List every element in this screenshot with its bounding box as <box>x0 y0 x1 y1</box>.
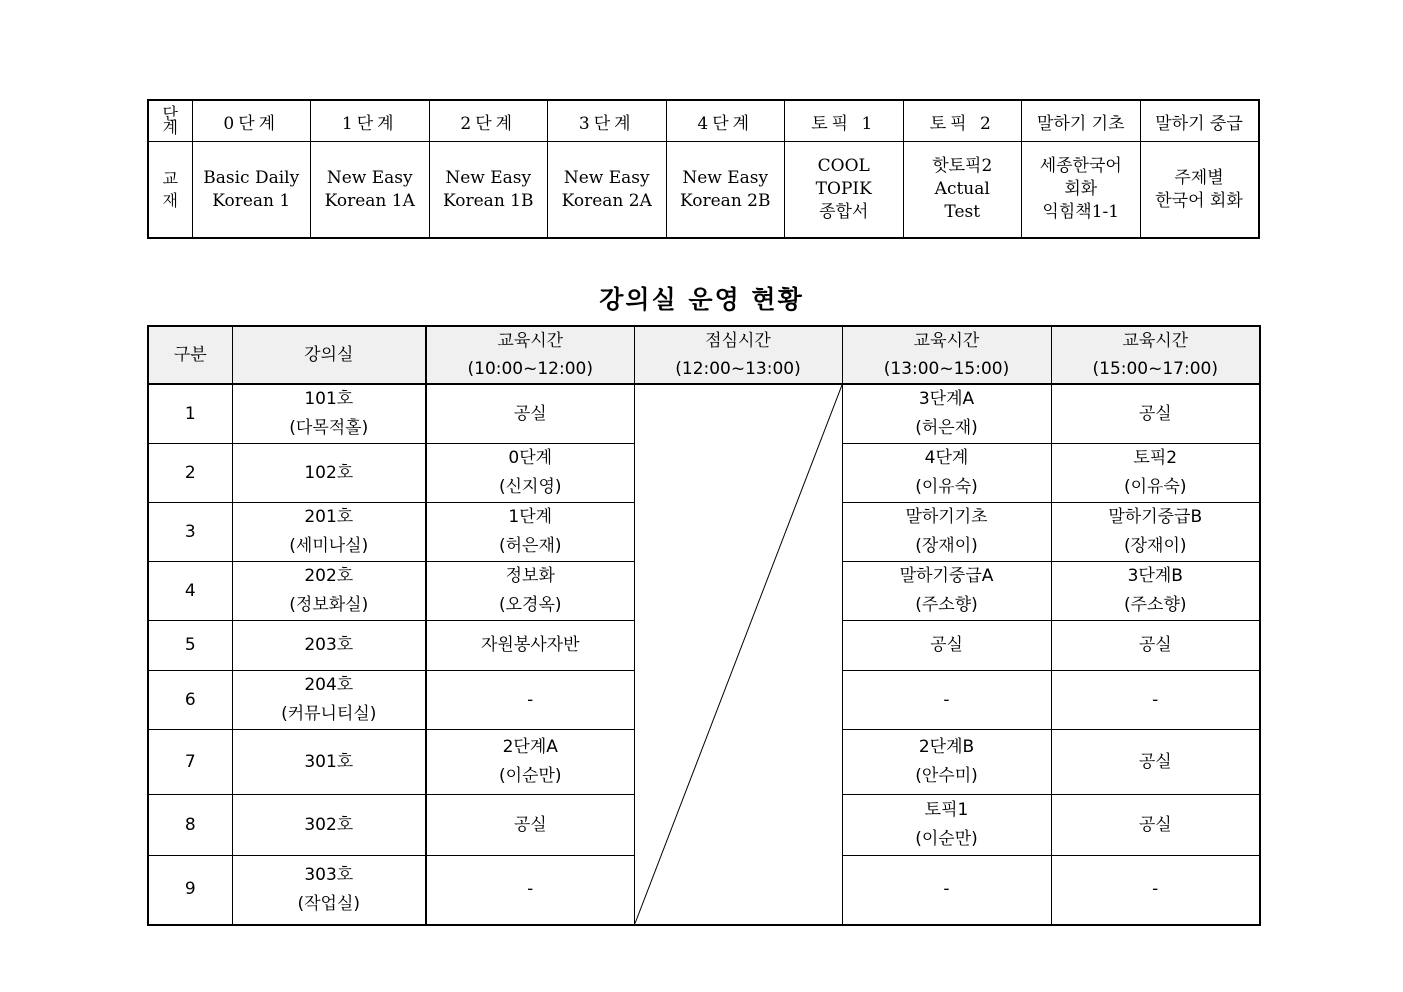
slot3-cell <box>1051 621 1260 671</box>
level-cell: 1단계 <box>311 100 430 142</box>
header-label: 교육시간 <box>913 331 980 351</box>
slot1-cell-line: 1단계 <box>508 507 553 527</box>
diagonal-strike-line <box>635 385 842 924</box>
header-label: 교육시간 <box>1122 331 1189 351</box>
header-time: (13:00~15:00) <box>883 359 1010 379</box>
textbook-line: Test <box>944 202 981 222</box>
textbook-cell <box>429 142 548 239</box>
textbook-line: 종합서 <box>819 202 869 222</box>
textbook-cell <box>548 142 667 239</box>
slot3-cell-line: 공실 <box>1138 403 1172 424</box>
level-cell: 말하기 기초 <box>1022 100 1141 142</box>
room-cell <box>232 444 426 503</box>
slot2-cell <box>842 562 1051 621</box>
textbook-cell <box>666 142 785 239</box>
textbook-line: 핫토픽2 <box>932 156 993 176</box>
level-row <box>148 100 1259 142</box>
slot2-cell-line: - <box>943 879 950 900</box>
slot2-cell <box>842 503 1051 562</box>
slot3-cell-line: - <box>1152 879 1159 900</box>
table-header-row <box>148 326 1260 384</box>
level-cell: 말하기 중급 <box>1140 100 1259 142</box>
room-cell <box>232 621 426 671</box>
table-row <box>148 384 1260 444</box>
textbook-line: New Easy <box>326 167 413 188</box>
room-cell-line: 204호 <box>304 675 354 695</box>
room-cell-line: 302호 <box>304 814 354 835</box>
textbook-cell <box>785 142 904 239</box>
textbook-cell <box>1022 142 1141 239</box>
slot3-cell-line: 공실 <box>1138 751 1172 772</box>
slot2-cell-line: 말하기기초 <box>905 507 988 527</box>
slot1-cell <box>426 621 634 671</box>
slot3-cell <box>1051 795 1260 856</box>
slot3-cell-line: (주소향) <box>1123 595 1187 615</box>
textbook-line: New Easy <box>682 167 769 188</box>
header-slot2 <box>842 326 1051 384</box>
header-no: 구분 <box>148 326 232 384</box>
slot3-cell <box>1051 503 1260 562</box>
row-number: 1 <box>148 384 232 444</box>
row-number: 9 <box>148 856 232 925</box>
slot1-cell <box>426 384 634 444</box>
slot1-cell-line: (오경옥) <box>498 595 562 615</box>
slot1-cell-line: (신지영) <box>498 477 562 497</box>
slot3-cell-line: 3단계B <box>1127 566 1183 586</box>
room-cell-line: 201호 <box>304 507 354 527</box>
level-cell: 토픽 1 <box>785 100 904 142</box>
textbook-line: Basic Daily <box>203 167 300 188</box>
slot1-cell-line: 정보화 <box>505 566 555 586</box>
level-cell: 토픽 2 <box>903 100 1022 142</box>
slot1-cell-line: - <box>527 689 534 710</box>
slot2-cell-line: 공실 <box>930 635 963 655</box>
slot1-cell <box>426 671 634 730</box>
textbook-line: 한국어 회화 <box>1155 190 1243 211</box>
slot3-cell-line: 공실 <box>1138 635 1172 655</box>
textbook-line: COOL <box>817 156 870 176</box>
slot3-cell-line: 말하기중급B <box>1108 507 1203 527</box>
level-row-header <box>148 100 192 142</box>
slot2-cell-line: 말하기중급A <box>899 566 994 586</box>
slot1-cell-line: - <box>527 879 534 900</box>
room-cell <box>232 384 426 444</box>
slot2-cell <box>842 671 1051 730</box>
slot2-cell <box>842 730 1051 795</box>
textbook-line: New Easy <box>563 167 650 188</box>
slot1-cell-line: 0단계 <box>508 448 553 468</box>
room-cell-line: 101호 <box>304 389 354 409</box>
textbook-line: Korean 2B <box>680 190 771 211</box>
textbook-cell <box>192 142 311 239</box>
slot2-cell-line: 4단계 <box>924 448 969 468</box>
level-cell: 2단계 <box>429 100 548 142</box>
room-cell <box>232 795 426 856</box>
textbook-line: 익힘책1-1 <box>1042 202 1120 222</box>
room-cell <box>232 856 426 925</box>
level-cell: 3단계 <box>548 100 667 142</box>
room-cell <box>232 671 426 730</box>
textbook-line: 회화 <box>1064 179 1098 199</box>
slot3-cell <box>1051 562 1260 621</box>
room-cell-line: 303호 <box>304 864 354 885</box>
slot2-cell-line: (장재이) <box>915 536 978 556</box>
textbook-line: Korean 1A <box>324 190 415 211</box>
header-label: 점심시간 <box>705 331 771 351</box>
row-number: 7 <box>148 730 232 795</box>
room-cell <box>232 730 426 795</box>
level-textbook-table <box>147 99 1260 239</box>
slot3-cell <box>1051 730 1260 795</box>
room-cell-line: 102호 <box>304 462 354 483</box>
row-number: 2 <box>148 444 232 503</box>
textbook-line: Actual <box>934 179 990 199</box>
slot2-cell-line: (이순만) <box>915 829 978 849</box>
slot2-cell <box>842 384 1051 444</box>
slot1-cell <box>426 444 634 503</box>
room-cell-line: (커뮤니티실) <box>281 704 377 724</box>
level-cell: 4단계 <box>666 100 785 142</box>
row-number: 8 <box>148 795 232 856</box>
header-label: 교육시간 <box>497 331 564 351</box>
header-lunch <box>634 326 842 384</box>
level-row-header-label: 단계 <box>162 104 178 137</box>
slot3-cell-line: - <box>1152 689 1159 710</box>
slot3-cell <box>1051 444 1260 503</box>
textbook-line: TOPIK <box>815 179 872 199</box>
room-cell-line: (작업실) <box>297 893 361 914</box>
slot1-cell-line: 공실 <box>513 814 547 835</box>
level-cell: 0단계 <box>192 100 311 142</box>
lunch-break-cell <box>634 384 842 925</box>
textbook-row-header <box>148 142 192 239</box>
textbook-row <box>148 142 1259 239</box>
textbook-cell <box>1140 142 1259 239</box>
slot2-cell-line: 2단계B <box>918 737 975 757</box>
textbook-line: Korean 1B <box>443 190 534 211</box>
slot2-cell-line: (허은재) <box>915 418 978 438</box>
classroom-operation-table <box>147 325 1261 926</box>
room-cell-line: 301호 <box>304 751 354 772</box>
textbook-line: Korean 1 <box>212 190 291 211</box>
room-cell-line: (세미나실) <box>289 536 369 556</box>
slot1-cell <box>426 856 634 925</box>
textbook-line: 주제별 <box>1174 167 1224 188</box>
slot2-cell-line: (이유숙) <box>915 477 978 497</box>
slot3-cell-line: 토픽2 <box>1133 448 1178 468</box>
slot2-cell-line: (주소향) <box>915 595 978 615</box>
page-title: 강의실 운영 현황 <box>599 285 804 314</box>
header-slot3 <box>1051 326 1260 384</box>
textbook-row-header-label: 교재 <box>162 168 178 210</box>
room-cell-line: 203호 <box>304 635 354 655</box>
header-slot1 <box>426 326 634 384</box>
row-number: 6 <box>148 671 232 730</box>
slot2-cell <box>842 795 1051 856</box>
room-cell-line: 202호 <box>304 566 354 586</box>
slot2-cell <box>842 444 1051 503</box>
room-cell-line: (정보화실) <box>289 595 369 615</box>
row-number: 5 <box>148 621 232 671</box>
slot3-cell <box>1051 671 1260 730</box>
textbook-line: New Easy <box>445 167 532 188</box>
slot1-cell-line: 2단계A <box>502 737 558 757</box>
textbook-line: 세종한국어 <box>1039 156 1122 176</box>
slot1-cell-line: 공실 <box>513 403 547 424</box>
room-cell-line: (다목적홀) <box>289 418 369 438</box>
textbook-cell <box>311 142 430 239</box>
slot3-cell-line: 공실 <box>1138 814 1172 835</box>
row-number: 3 <box>148 503 232 562</box>
slot3-cell-line: (장재이) <box>1123 536 1187 556</box>
slot2-cell-line: (안수미) <box>915 766 978 786</box>
slot1-cell-line: (허은재) <box>498 536 562 556</box>
slot2-cell-line: - <box>943 689 950 710</box>
slot3-cell <box>1051 856 1260 925</box>
row-number: 4 <box>148 562 232 621</box>
textbook-cell <box>903 142 1022 239</box>
slot2-cell <box>842 856 1051 925</box>
slot1-cell-line: 자원봉사자반 <box>480 635 580 655</box>
room-cell <box>232 562 426 621</box>
slot3-cell <box>1051 384 1260 444</box>
slot2-cell-line: 토픽1 <box>924 800 969 820</box>
header-time: (15:00~17:00) <box>1092 359 1218 379</box>
slot1-cell <box>426 730 634 795</box>
slot2-cell-line: 3단계A <box>918 389 975 409</box>
slot1-cell <box>426 795 634 856</box>
slot2-cell <box>842 621 1051 671</box>
slot3-cell-line: (이유숙) <box>1123 477 1187 497</box>
header-time: (10:00~12:00) <box>467 359 593 379</box>
slot1-cell <box>426 503 634 562</box>
room-cell <box>232 503 426 562</box>
slot1-cell-line: (이순만) <box>498 766 562 786</box>
slot1-cell <box>426 562 634 621</box>
header-room: 강의실 <box>232 326 426 384</box>
textbook-line: Korean 2A <box>561 190 652 211</box>
header-time: (12:00~13:00) <box>675 359 801 379</box>
